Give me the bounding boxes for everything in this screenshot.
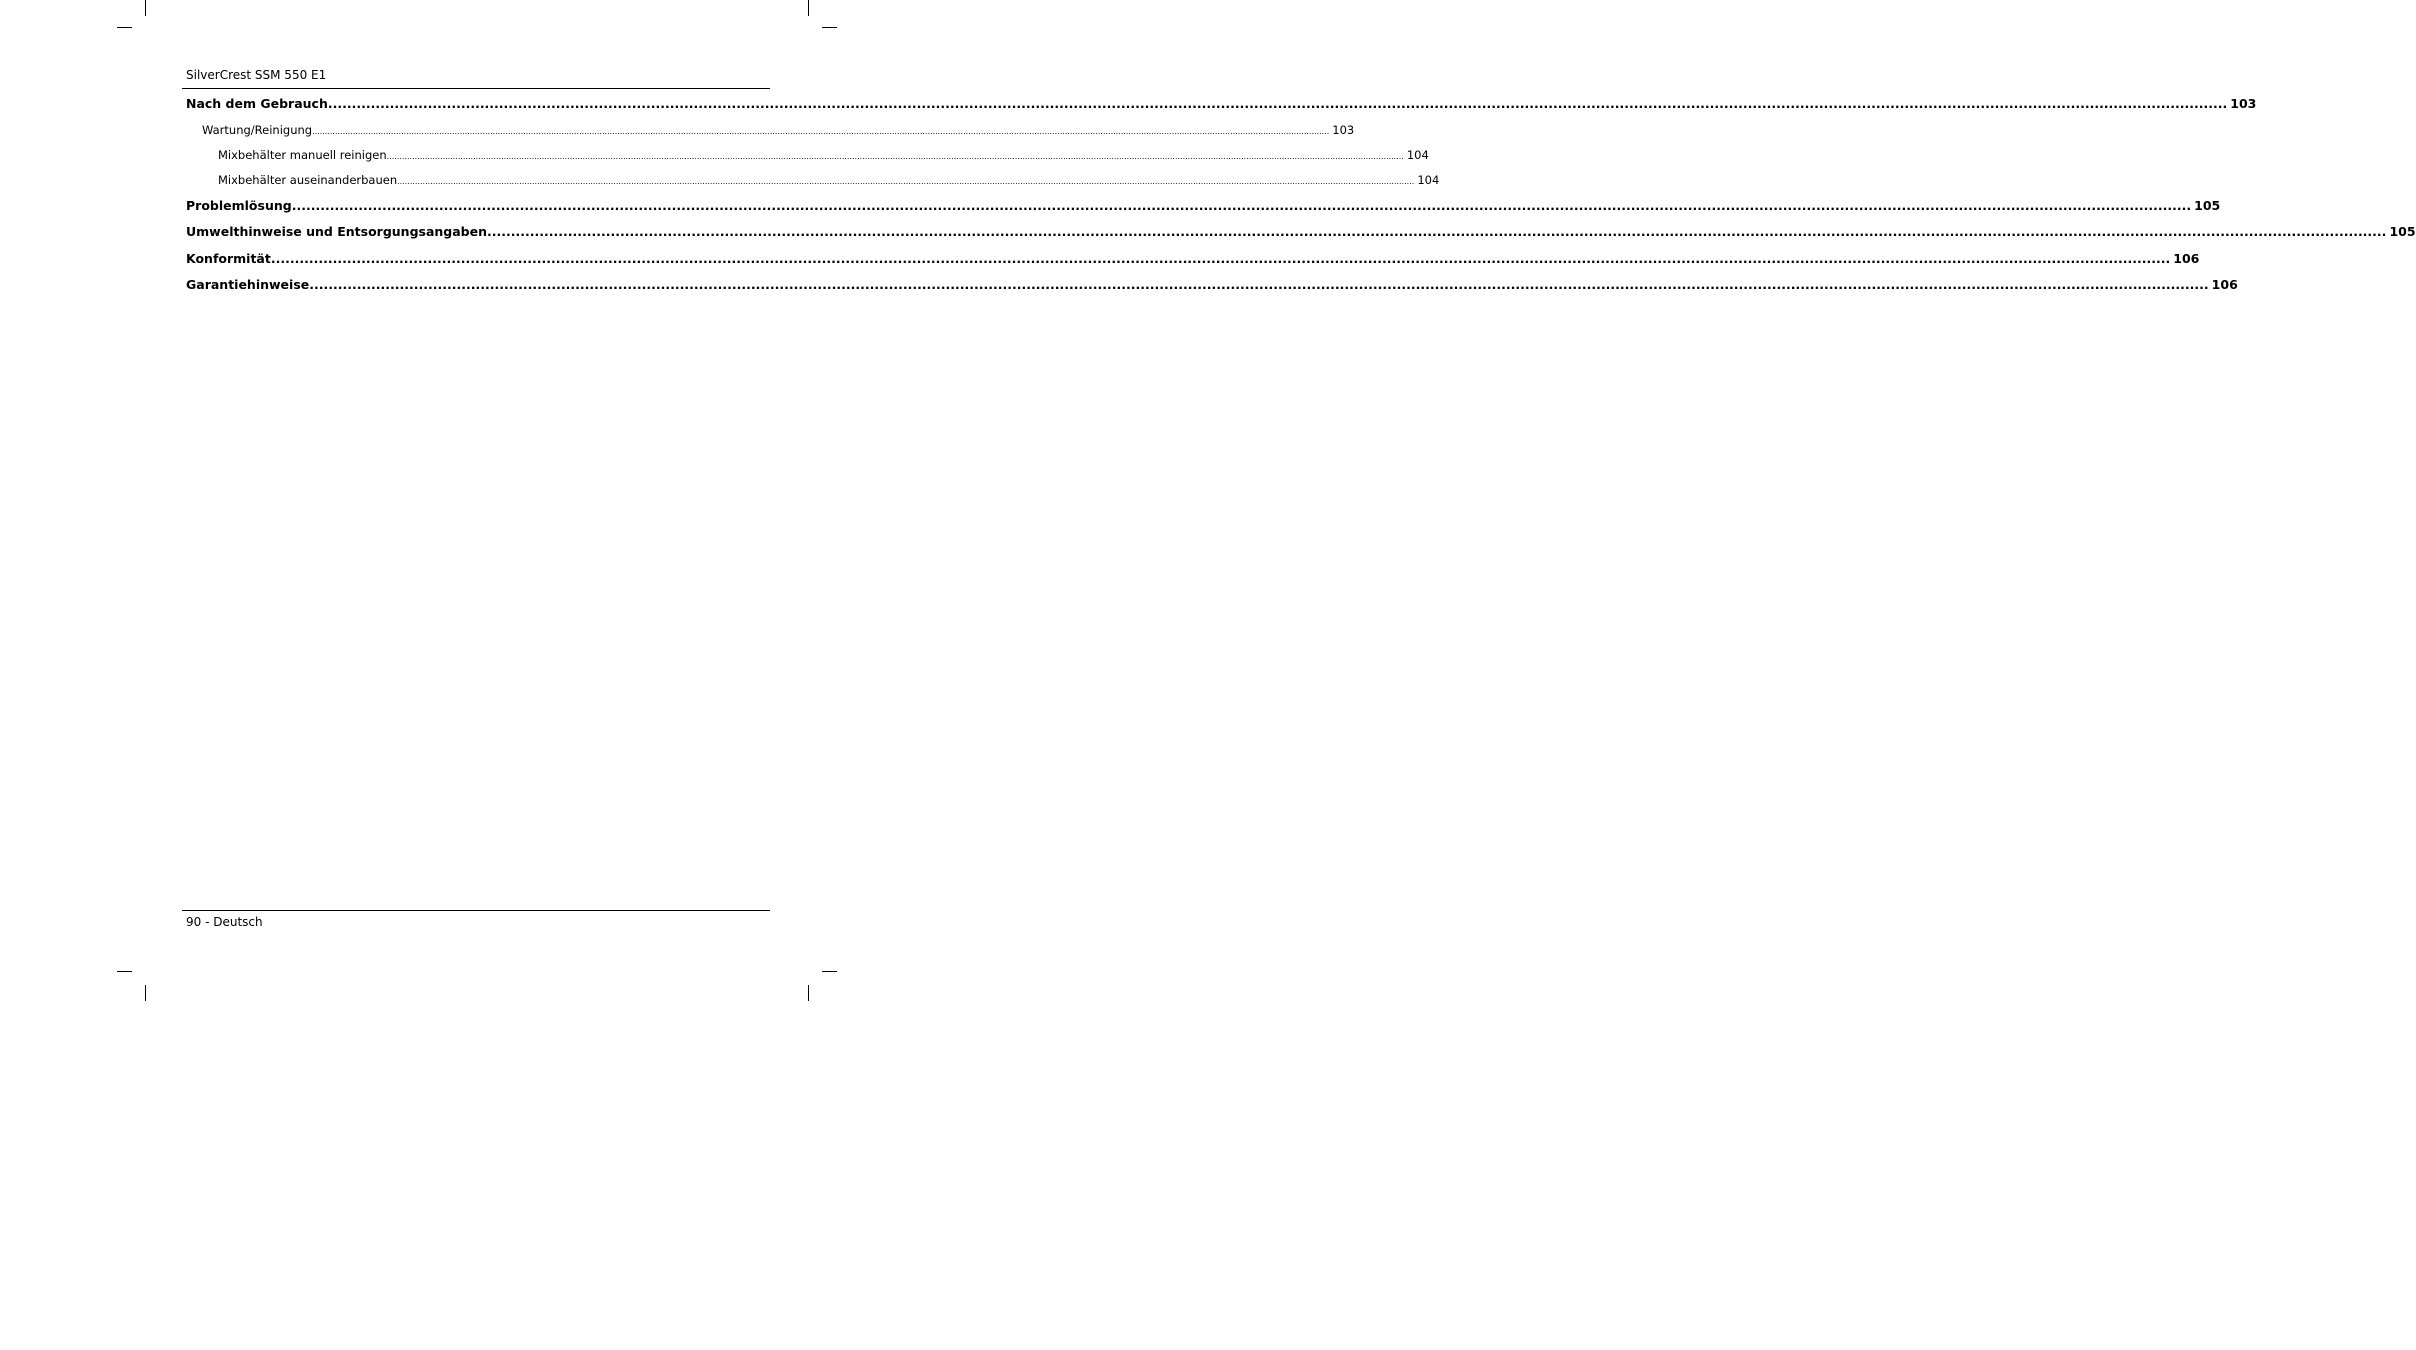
footer-divider [182,910,770,911]
toc-leader-dots: ................................................................................................................................................................................................................................................................................................................................................................................................................ [487,224,2387,239]
crop-mark [117,27,132,28]
toc-entry-page: 103 [2230,96,2257,111]
toc-leader-dots: ................................................................................................................................................................................................................................................................................................................................................................................................................ [270,251,2171,266]
crop-mark [117,971,132,972]
crop-mark [822,27,837,28]
toc-entry-label: Konformität [186,251,271,266]
toc-entry-page: 104 [1417,173,1440,187]
toc-leader-dots: ................................................................................................................................................................................................................................................................................................................................................................................................................ [291,198,2192,213]
crop-mark [145,985,146,1001]
toc-leader-dots: ................................................................................................................................................................................................................................................................................................................................................................................................................ [327,96,2228,111]
crop-mark [822,971,837,972]
toc-entry-label: Garantiehinweise [186,277,310,292]
toc-leader-dots: ................................................................................................................................................................................................................................................................................................................................................................................................................ [312,127,1330,136]
toc-entry-label: Nach dem Gebrauch [186,96,328,111]
toc-entry-label: Mixbehälter auseinanderbauen [218,173,398,187]
toc-leader-dots: ................................................................................................................................................................................................................................................................................................................................................................................................................ [397,177,1415,186]
crop-mark [808,985,809,1001]
toc-entry-mixbehaelter-auseinanderbauen[interactable] [218,173,1440,187]
toc-entry-umwelthinweise[interactable] [186,224,2416,239]
toc-entry-mixbehaelter-manuell-reinigen[interactable] [218,148,1429,162]
toc-entry-page: 106 [2211,277,2238,292]
crop-mark [145,0,146,16]
toc-entry-konformitaet[interactable] [186,251,2200,266]
header-divider [182,88,770,89]
toc-entry-label: Problemlösung [186,198,292,213]
toc-leader-dots: ................................................................................................................................................................................................................................................................................................................................................................................................................ [386,152,1404,161]
crop-mark [808,0,809,16]
toc-entry-problemloesung[interactable] [186,198,2221,213]
toc-entry-page: 104 [1406,148,1429,162]
toc-entry-label: Umwelthinweise und Entsorgungsangaben [186,224,488,239]
toc-entry-label: Wartung/Reinigung [202,123,313,137]
toc-entry-page: 103 [1332,123,1355,137]
toc-entry-page: 106 [2173,251,2200,266]
toc-entry-nach-dem-gebrauch[interactable] [186,96,2257,111]
toc-entry-garantiehinweise[interactable] [186,277,2238,292]
document-header-title: SilverCrest SSM 550 E1 [186,68,327,82]
toc-leader-dots: ................................................................................................................................................................................................................................................................................................................................................................................................................ [309,277,2209,292]
toc-entry-page: 105 [2194,198,2221,213]
footer-page-label: 90 - Deutsch [186,915,263,929]
toc-entry-label: Mixbehälter manuell reinigen [218,148,387,162]
toc-entry-wartung-reinigung[interactable] [202,123,1355,137]
toc-entry-page: 105 [2389,224,2416,239]
